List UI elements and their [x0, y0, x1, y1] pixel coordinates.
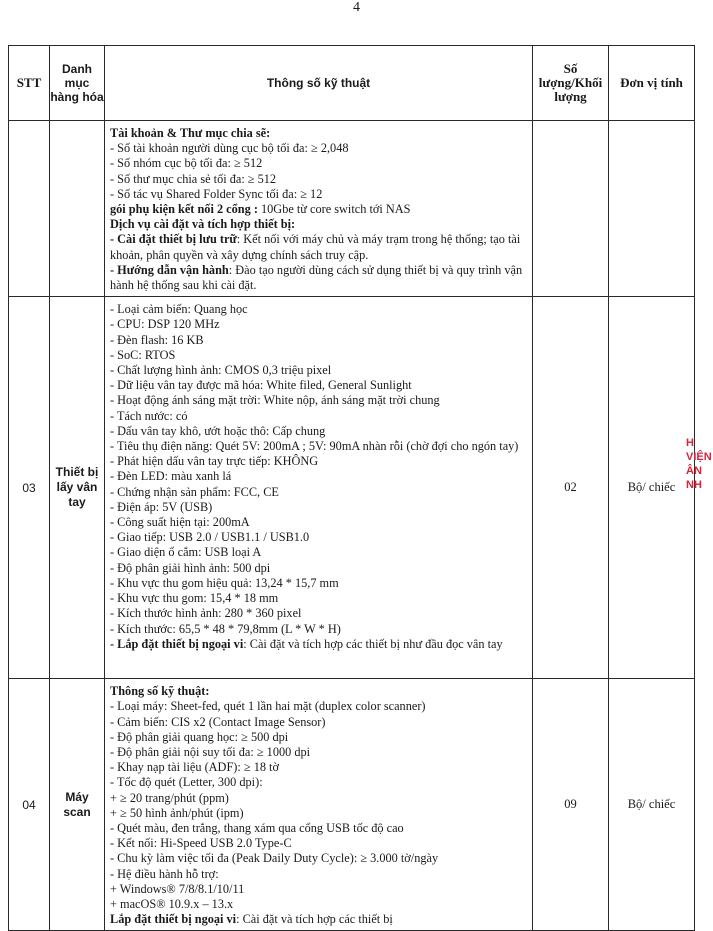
spec-line	[110, 378, 528, 393]
spec-line-text: - Công suất hiện tại: 200mA	[110, 515, 250, 530]
spec-line	[110, 141, 528, 156]
spec-line-text: - Giao tiếp: USB 2.0 / USB1.1 / USB1.0	[110, 530, 310, 545]
spec-line-text: - Độ phân giải nội suy tối đa: ≥ 1000 dpi	[110, 745, 311, 760]
header-unit: Đơn vị tính	[609, 46, 695, 121]
spec-line	[110, 302, 528, 317]
spec-line-text: - Hoạt động ánh sáng mặt trời: White nộp, ánh sáng mặt trời chung	[110, 393, 440, 408]
stamp-text: ÂN	[686, 465, 702, 477]
stamp-text: H	[686, 437, 694, 449]
spec-line-text: - Giao diện ổ cắm: USB loại A	[110, 545, 262, 560]
cell-quantity: 02	[533, 297, 609, 679]
spec-line-text: : Cài đặt và tích hợp các thiết bị như đầu đọc vân tay	[243, 636, 503, 651]
stamp-text: VIỆN	[686, 451, 712, 463]
spec-line	[110, 485, 528, 500]
spec-line-text: - SoC: RTOS	[110, 347, 176, 362]
spec-line	[110, 882, 528, 897]
spec-line-text: - Số tác vụ Shared Folder Sync tối đa: ≥ 12	[110, 186, 323, 201]
spec-line-text: - Độ phân giải hình ảnh: 500 dpi	[110, 560, 271, 575]
spec-line	[110, 545, 528, 560]
spec-line-text: - CPU: DSP 120 MHz	[110, 317, 220, 332]
cell-specifications	[105, 297, 533, 679]
table-row	[9, 297, 695, 679]
spec-line	[110, 439, 528, 454]
spec-line-text: - Tốc độ quét (Letter, 300 dpi):	[110, 775, 263, 790]
spec-line	[110, 217, 528, 232]
spec-line	[110, 576, 528, 591]
header-stt: STT	[9, 46, 50, 121]
cell-specifications	[105, 121, 533, 297]
spec-line	[110, 187, 528, 202]
spec-line	[110, 317, 528, 332]
spec-line-text: + ≥ 20 trang/phút (ppm)	[110, 790, 229, 805]
spec-line-text: - Số tài khoản người dùng cục bộ tối đa: ≥ 2,048	[110, 141, 349, 156]
cell-stt	[9, 121, 50, 297]
spec-line-text: - Độ phân giải quang học: ≥ 500 dpi	[110, 729, 289, 744]
spec-line	[110, 363, 528, 378]
spec-line	[110, 606, 528, 621]
cell-unit	[609, 121, 695, 297]
spec-line-text: - Khu vực thu gom hiệu quả: 13,24 * 15,7 mm	[110, 575, 339, 590]
spec-line	[110, 791, 528, 806]
spec-line-bold: Dịch vụ cài đặt và tích hợp thiết bị:	[110, 217, 296, 232]
header-quantity: Số lượng/Khối lượng	[533, 46, 609, 121]
spec-line	[110, 454, 528, 469]
spec-line-text: 10Gbe từ core switch tới NAS	[257, 202, 411, 217]
table-row	[9, 121, 695, 297]
spec-line	[110, 699, 528, 714]
spec-line	[110, 515, 528, 530]
spec-line	[110, 172, 528, 187]
table-row	[9, 679, 695, 931]
spec-line-bold: Lắp đặt thiết bị ngoại vi	[110, 912, 237, 927]
spec-line-text: - Kích thước: 65,5 * 48 * 79,8mm (L * W * H)	[110, 621, 341, 636]
spec-line-text: - Cảm biến: CIS x2 (Contact Image Sensor)	[110, 714, 326, 729]
spec-line-text: + macOS® 10.9.x – 13.x	[110, 897, 234, 912]
spec-line	[110, 867, 528, 882]
spec-line-text: - Hệ điều hành hỗ trợ:	[110, 866, 219, 881]
spec-line-bold: Thông số kỹ thuật:	[110, 684, 210, 699]
spec-line-text: - Đèn LED: màu xanh lá	[110, 469, 232, 484]
spec-line	[110, 730, 528, 745]
spec-line-text: - Kích thước hình ảnh: 280 * 360 pixel	[110, 606, 302, 621]
spec-line	[110, 500, 528, 515]
stamp-text: NH	[686, 479, 702, 491]
spec-line-text: - Chu kỳ làm việc tối đa (Peak Daily Duty Cycle): ≥ 3.000 tờ/ngày	[110, 851, 439, 866]
spec-line	[110, 821, 528, 836]
spec-line	[110, 775, 528, 790]
spec-line	[110, 202, 528, 217]
cell-item-name	[50, 121, 105, 297]
spec-line	[110, 232, 528, 262]
spec-line-text: + Windows® 7/8/8.1/10/11	[110, 881, 245, 896]
cell-stt: 04	[9, 679, 50, 931]
spec-line-text: - Đèn flash: 16 KB	[110, 332, 204, 347]
spec-line-text: - Điện áp: 5V (USB)	[110, 499, 213, 514]
specification-table	[8, 45, 695, 931]
spec-line	[110, 684, 528, 699]
cell-item-name: Máy scan	[50, 679, 105, 931]
spec-line	[110, 760, 528, 775]
spec-line-text: - Dấu vân tay khô, ướt hoặc thô: Cấp chung	[110, 423, 326, 438]
cell-quantity: 09	[533, 679, 609, 931]
spec-line-text: + ≥ 50 hình ảnh/phút (ipm)	[110, 805, 244, 820]
spec-line-text: - Số thư mục chia sẻ tối đa: ≥ 512	[110, 171, 277, 186]
red-stamp-mark	[686, 436, 713, 556]
spec-line-text: : Đào tạo người dùng cách sử dụng thiết bị và quy trình vận hành hệ thống sau khi cài đặt.	[110, 262, 523, 293]
spec-line-text: - Dữ liệu vân tay được mã hóa: White filed, General Sunlight	[110, 378, 412, 393]
spec-line-text: : Cài đặt và tích hợp các thiết bị	[236, 912, 393, 927]
spec-line	[110, 424, 528, 439]
spec-line-text: - Tách nước: có	[110, 408, 188, 423]
spec-line	[110, 333, 528, 348]
spec-line	[110, 745, 528, 760]
spec-line	[110, 156, 528, 171]
page-number: 4	[353, 0, 360, 15]
spec-line-text: - Loại máy: Sheet-fed, quét 1 lần hai mặt (duplex color scanner)	[110, 699, 426, 714]
cell-item-name: Thiết bị lấy vân tay	[50, 297, 105, 679]
spec-line	[110, 263, 528, 293]
spec-line	[110, 591, 528, 606]
spec-line-bold: gói phụ kiện kết nối 2 cổng :	[110, 202, 258, 217]
spec-line	[110, 912, 528, 927]
spec-line-text: - Kết nối: Hi-Speed USB 2.0 Type-C	[110, 836, 292, 851]
spec-line	[110, 897, 528, 912]
header-specifications: Thông số kỹ thuật	[105, 46, 533, 121]
spec-line-text: - Tiêu thụ điện năng: Quét 5V: 200mA ; 5V: 90mA nhàn rỗi (chờ đợi cho ngón tay)	[110, 439, 519, 454]
spec-line	[110, 622, 528, 637]
spec-line-text: - Phát hiện dấu vân tay trực tiếp: KHÔNG	[110, 454, 319, 469]
spec-line	[110, 836, 528, 851]
spec-line	[110, 393, 528, 408]
cell-stt: 03	[9, 297, 50, 679]
spec-line-text: - Số nhóm cục bộ tối đa: ≥ 512	[110, 156, 263, 171]
spec-line-bold: Tài khoản & Thư mục chia sẽ:	[110, 126, 271, 140]
spec-line-text: - Chứng nhận sản phẩm: FCC, CE	[110, 484, 279, 499]
spec-line	[110, 851, 528, 866]
spec-line-bold: - Lắp đặt thiết bị ngoại vi	[110, 636, 244, 651]
spec-line	[110, 637, 528, 652]
cell-unit: Bộ/ chiếc	[609, 679, 695, 931]
spec-line-text: - Loại cảm biến: Quang học	[110, 302, 248, 317]
spec-line-bold: - Hướng dẫn vận hành	[110, 262, 229, 277]
spec-line	[110, 561, 528, 576]
cell-quantity	[533, 121, 609, 297]
spec-line	[110, 530, 528, 545]
spec-line	[110, 715, 528, 730]
spec-line	[110, 126, 528, 141]
spec-line-text: : Kết nối với máy chủ và máy trạm trong hệ thống; tạo tài khoản, phân quyền và xây dựng chính sách truy cập.	[110, 232, 521, 262]
spec-line-text: - Khu vực thu gom: 15,4 * 18 mm	[110, 591, 279, 606]
spec-line	[110, 348, 528, 363]
header-item-name: Danh mục hàng hóa	[50, 46, 105, 121]
spec-line-text: - Chất lượng hình ảnh: CMOS 0,3 triệu pixel	[110, 363, 332, 378]
spec-line-bold: - Cài đặt thiết bị lưu trữ	[110, 232, 237, 247]
cell-unit: Bộ/ chiếc	[609, 297, 695, 679]
spec-line	[110, 469, 528, 484]
spec-line	[110, 409, 528, 424]
spec-line	[110, 806, 528, 821]
spec-line-text: - Khay nạp tài liệu (ADF): ≥ 18 tờ	[110, 760, 279, 775]
cell-specifications	[105, 679, 533, 931]
spec-line-text: - Quét màu, đen trắng, thang xám qua cổng USB tốc độ cao	[110, 821, 404, 836]
